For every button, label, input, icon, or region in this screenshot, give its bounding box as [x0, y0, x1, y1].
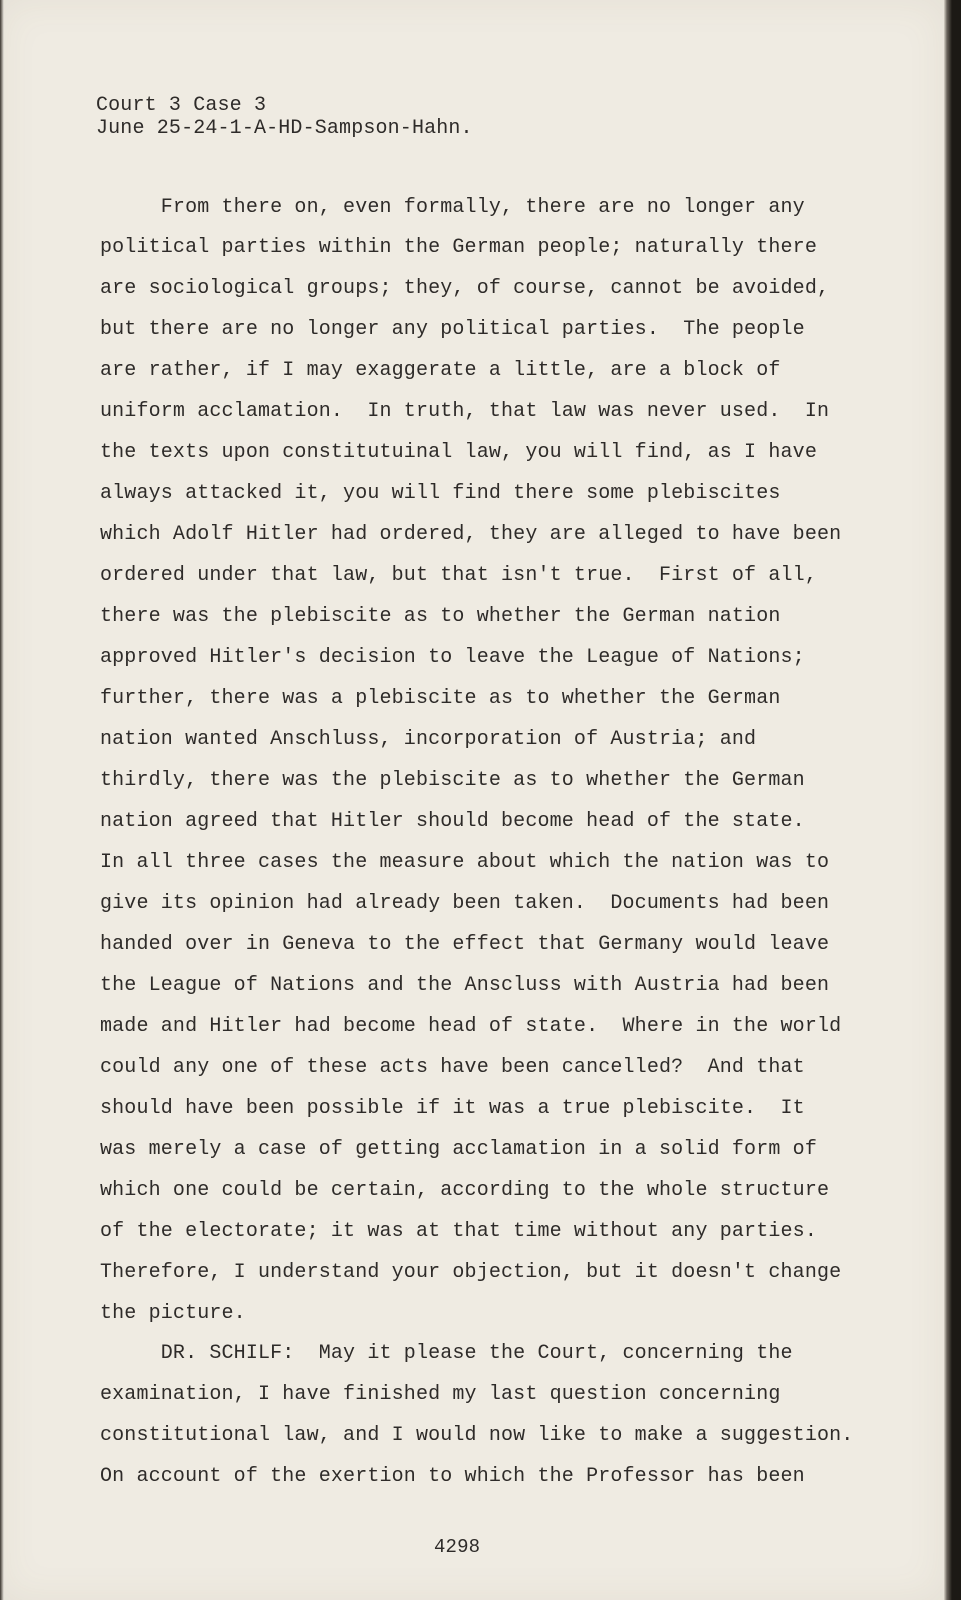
text-line: handed over in Geneva to the effect that Germany would leave: [100, 933, 830, 956]
text-line: political parties within the German people; naturally there: [100, 236, 817, 259]
text-line: constitutional law, and I would now like to make a suggestion.: [100, 1424, 854, 1447]
text-line: made and Hitler had become head of state. Where in the world: [100, 1015, 842, 1038]
text-line: further, there was a plebiscite as to whether the German: [100, 687, 781, 710]
page-left-shadow: [0, 0, 4, 1600]
text-line: examination, I have finished my last question concerning: [100, 1383, 781, 1406]
text-line: In all three cases the measure about which the nation was to: [100, 851, 830, 874]
header-court-case: Court 3 Case 3: [96, 94, 267, 117]
text-line: always attacked it, you will find there some plebiscites: [100, 482, 781, 505]
text-line: nation agreed that Hitler should become head of the state.: [100, 810, 805, 833]
text-line: Therefore, I understand your objection, but it doesn't change: [100, 1261, 842, 1284]
text-line: the League of Nations and the Anscluss with Austria had been: [100, 974, 830, 997]
text-line: which Adolf Hitler had ordered, they are alleged to have been: [100, 523, 842, 546]
text-line: was merely a case of getting acclamation in a solid form of: [100, 1138, 817, 1161]
page-number: 4298: [434, 1536, 481, 1558]
text-line: uniform acclamation. In truth, that law was never used. In: [100, 400, 830, 423]
text-line: From there on, even formally, there are no longer any: [100, 196, 805, 219]
text-line: ordered under that law, but that isn't true. First of all,: [100, 564, 817, 587]
header-date-reference: June 25-24-1-A-HD-Sampson-Hahn.: [96, 117, 473, 140]
text-line: give its opinion had already been taken. Documents had been: [100, 892, 830, 915]
text-line: the picture.: [100, 1302, 246, 1325]
text-line: approved Hitler's decision to leave the League of Nations;: [100, 646, 805, 669]
text-line: could any one of these acts have been cancelled? And that: [100, 1056, 805, 1079]
text-line: but there are no longer any political parties. The people: [100, 318, 805, 341]
text-line: of the electorate; it was at that time without any parties.: [100, 1220, 817, 1243]
document-header: [96, 94, 473, 140]
text-line: nation wanted Anschluss, incorporation of Austria; and: [100, 728, 757, 751]
text-line: are rather, if I may exaggerate a little, are a block of: [100, 359, 781, 382]
text-line: there was the plebiscite as to whether the German nation: [100, 605, 781, 628]
text-line: should have been possible if it was a true plebiscite. It: [100, 1097, 805, 1120]
text-line: DR. SCHILF: May it please the Court, concerning the: [100, 1342, 793, 1365]
text-line: the texts upon constitutuinal law, you will find, as I have: [100, 441, 817, 464]
scan-right-edge: [944, 0, 961, 1600]
text-line: On account of the exertion to which the Professor has been: [100, 1465, 805, 1488]
text-line: thirdly, there was the plebiscite as to whether the German: [100, 769, 805, 792]
text-line: are sociological groups; they, of course, cannot be avoided,: [100, 277, 830, 300]
text-line: which one could be certain, according to the whole structure: [100, 1179, 830, 1202]
